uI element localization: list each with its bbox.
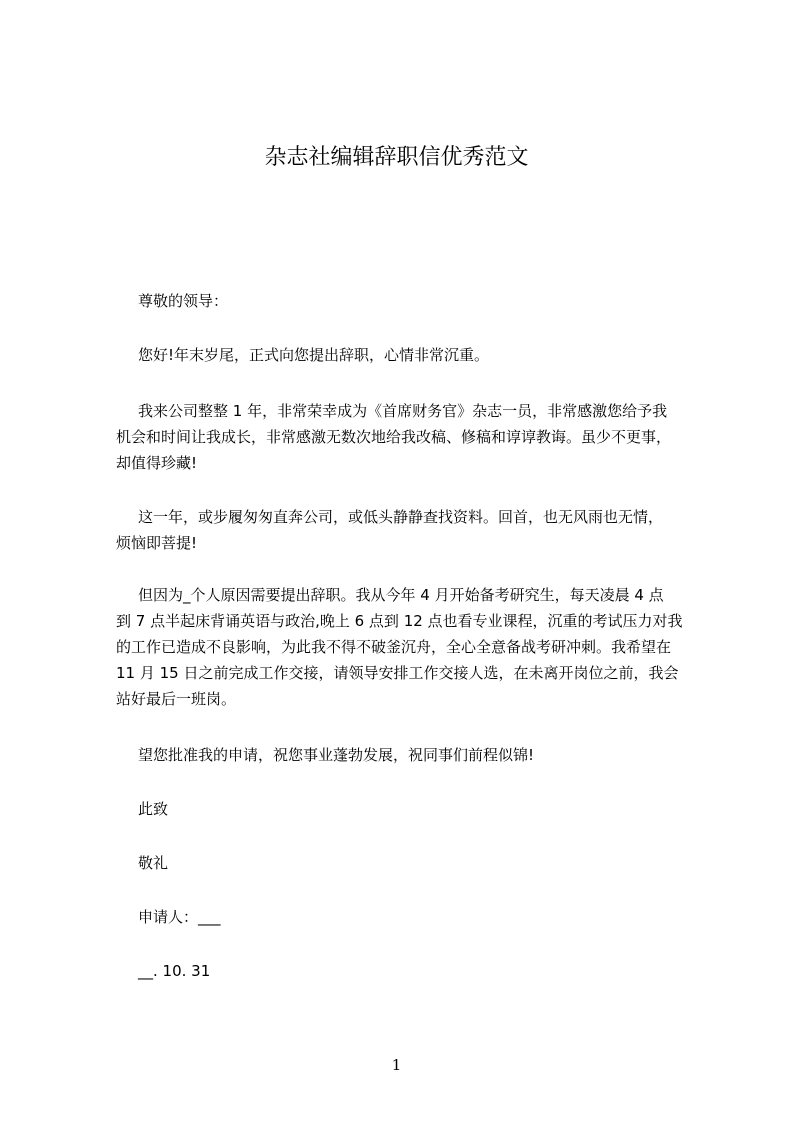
paragraph-line: 我来公司整整 1 年，非常荣幸成为《首席财务官》杂志一员，非常感激您给予我 <box>138 402 668 420</box>
paragraph-line: 到 7 点半起床背诵英语与政治,晚上 6 点到 12 点也看专业课程，沉重的考试压力对我 <box>116 612 683 630</box>
closing-jingli: 敬礼 <box>138 854 169 872</box>
paragraph-line: 却值得珍藏! <box>116 454 198 472</box>
letter-date: __. 10. 31 <box>138 962 211 980</box>
paragraph-line: 11 月 15 日之前完成工作交接，请领导安排工作交接人选，在未离开岗位之前，我会 <box>116 664 679 682</box>
paragraph-line: 机会和时间让我成长，非常感激无数次地给我改稿、修稿和谆谆教诲。虽少不更事， <box>116 428 672 446</box>
paragraph-line: 站好最后一班岗。 <box>116 690 237 708</box>
paragraph-line: 这一年，或步履匆匆直奔公司，或低头静静查找资料。回首，也无风雨也无情， <box>138 508 664 526</box>
applicant-signature: 申请人：___ <box>138 908 221 926</box>
paragraph-wishes: 望您批准我的申请，祝您事业蓬勃发展，祝同事们前程似锦! <box>138 746 535 764</box>
paragraph-line: 但因为_个人原因需要提出辞职。我从今年 4 月开始备考研究生，每天凌晨 4 点 <box>138 586 664 604</box>
salutation: 尊敬的领导： <box>138 292 229 310</box>
page-number: 1 <box>391 1056 402 1074</box>
paragraph-line: 的工作已造成不良影响，为此我不得不破釜沉舟，全心全意备战考研冲刺。我希望在 <box>116 638 672 656</box>
document-title: 杂志社编辑辞职信优秀范文 <box>264 145 529 170</box>
paragraph-line: 烦恼即菩提! <box>116 534 198 552</box>
closing-cizhi: 此致 <box>138 800 169 818</box>
paragraph-greeting: 您好!年末岁尾，正式向您提出辞职，心情非常沉重。 <box>138 346 490 364</box>
